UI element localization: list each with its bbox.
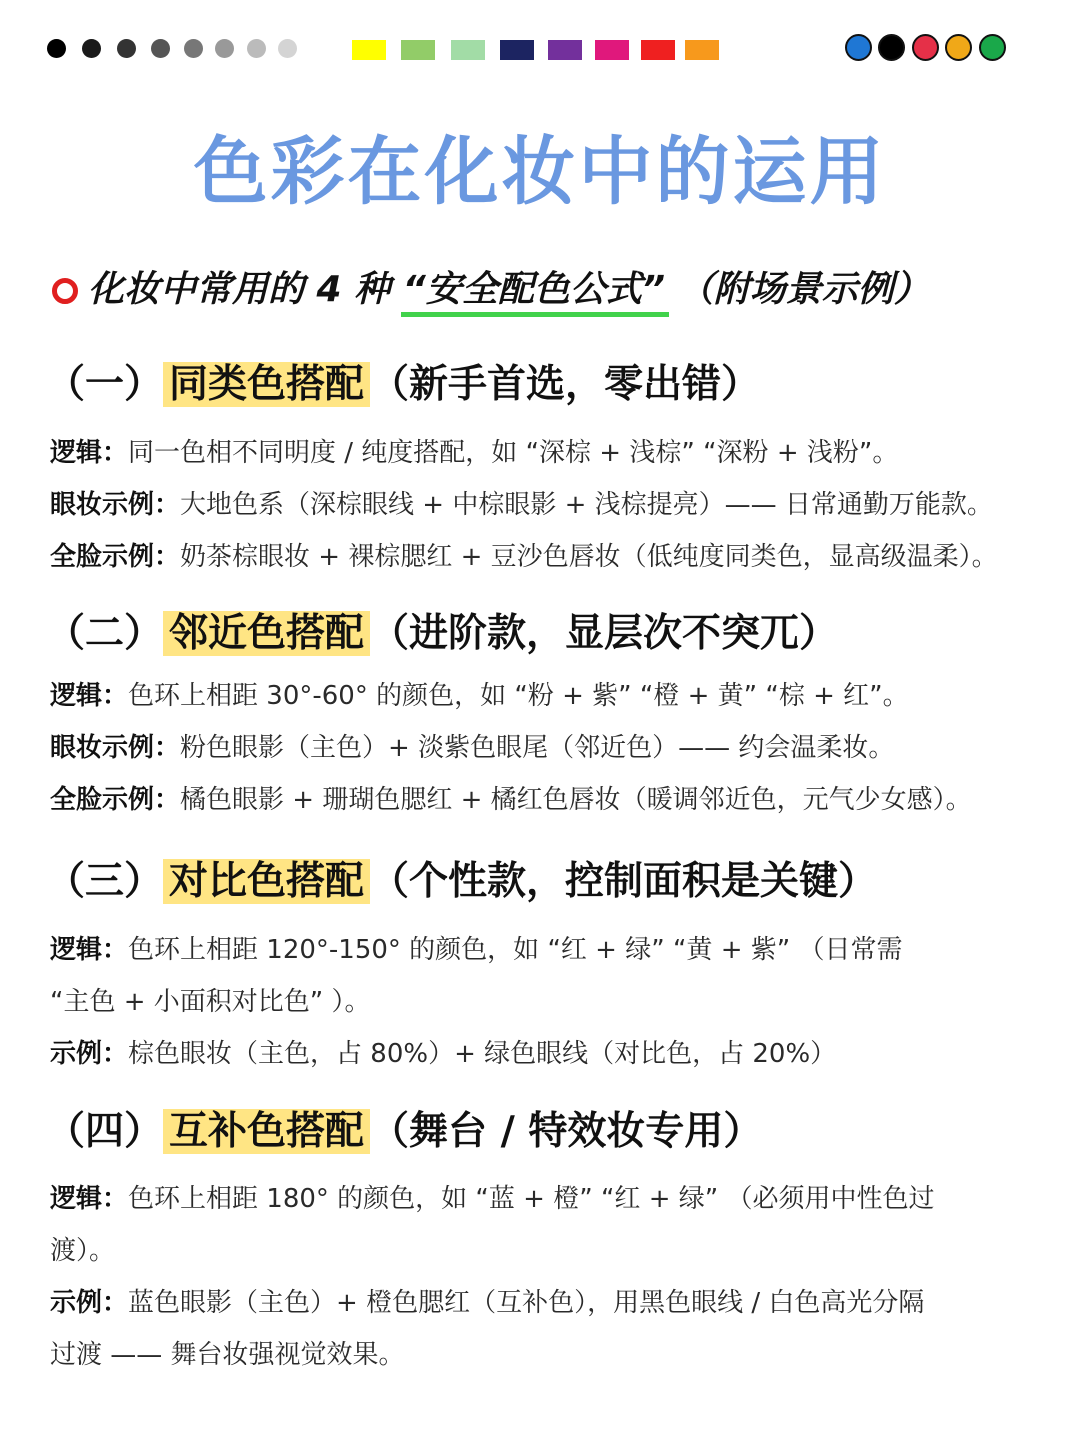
line-label: 眼妆示例： [50, 490, 181, 520]
section-line [50, 728, 894, 768]
line-label: 逻辑： [50, 681, 129, 711]
color-swatch [352, 40, 386, 60]
line-label: 示例： [50, 1039, 129, 1069]
section-number: （二） [46, 611, 164, 656]
gray-dot [151, 39, 170, 58]
line-text: 同一色相不同明度 / 纯度搭配，如 “深棕 + 浅棕” “深粉 + 浅粉”。 [128, 438, 899, 468]
section-number: （一） [46, 362, 164, 407]
section-heading-1 [46, 356, 760, 414]
section-heading-3 [46, 853, 877, 911]
subtitle-prefix: 化妆中常用的 4 种 [88, 269, 391, 310]
line-text: 色环上相距 180° 的颜色，如 “蓝 + 橙” “红 + 绿” （必须用中性色过 [128, 1184, 935, 1214]
line-text: 色环上相距 30°-60° 的颜色，如 “粉 + 紫” “橙 + 黄” “棕 + 红”。 [128, 681, 909, 711]
section-number: （四） [46, 1109, 164, 1154]
section-heading-4 [46, 1103, 762, 1161]
section-note: （新手首选，零出错） [370, 362, 761, 407]
line-text: 粉色眼影（主色）+ 淡紫色眼尾（邻近色）—— 约会温柔妆。 [180, 733, 895, 763]
color-circle [945, 34, 972, 61]
section-name: 互补色搭配 [163, 1109, 370, 1154]
line-text: 色环上相距 120°-150° 的颜色，如 “红 + 绿” “黄 + 紫” （日常需 [128, 935, 903, 965]
subtitle-formula: “安全配色公式” [403, 262, 665, 318]
line-text: 过渡 —— 舞台妆强视觉效果。 [50, 1340, 405, 1370]
section-name: 对比色搭配 [163, 859, 370, 904]
section-line [50, 1283, 924, 1323]
color-circle [979, 34, 1006, 61]
section-line [50, 930, 902, 970]
section-line [50, 1034, 836, 1074]
color-swatch [685, 40, 719, 60]
section-line [50, 485, 993, 525]
gray-dot [82, 39, 101, 58]
color-circle [878, 34, 905, 61]
gray-dot [184, 39, 203, 58]
section-note: （舞台 / 特效妆专用） [370, 1109, 763, 1154]
section-line [50, 676, 909, 716]
section-line [50, 982, 371, 1022]
line-label: 全脸示例： [50, 785, 181, 815]
section-note: （进阶款，显层次不突兀） [370, 611, 839, 656]
section-line [50, 780, 972, 820]
color-circle [845, 34, 872, 61]
gray-dot [47, 39, 66, 58]
section-line [50, 433, 898, 473]
color-swatch [401, 40, 435, 60]
gray-dot [215, 39, 234, 58]
subtitle-suffix: （附场景示例） [677, 269, 930, 310]
line-text: “主色 + 小面积对比色” ）。 [50, 987, 371, 1017]
section-line [50, 1335, 405, 1375]
section-name: 同类色搭配 [163, 362, 370, 407]
line-text: 渡）。 [50, 1236, 116, 1266]
line-text: 蓝色眼影（主色）+ 橙色腮红（互补色），用黑色眼线 / 白色高光分隔 [128, 1288, 925, 1318]
color-swatch [641, 40, 675, 60]
line-label: 全脸示例： [50, 542, 181, 572]
section-number: （三） [46, 859, 164, 904]
line-text: 橘色眼影 + 珊瑚色腮红 + 橘红色唇妆（暖调邻近色，元气少女感）。 [180, 785, 972, 815]
color-swatch [595, 40, 629, 60]
section-note: （个性款，控制面积是关键） [370, 859, 878, 904]
red-circle-icon [52, 278, 78, 304]
line-text: 大地色系（深棕眼线 + 中棕眼影 + 浅棕提亮）—— 日常通勤万能款。 [180, 490, 993, 520]
color-swatch [451, 40, 485, 60]
line-text: 奶茶棕眼妆 + 裸棕腮红 + 豆沙色唇妆（低纯度同类色，显高级温柔）。 [180, 542, 998, 572]
section-line [50, 1179, 934, 1219]
line-text: 棕色眼妆（主色，占 80%）+ 绿色眼线（对比色，占 20%） [128, 1039, 837, 1069]
color-swatch [500, 40, 534, 60]
subtitle [52, 262, 930, 318]
color-swatch [548, 40, 582, 60]
line-label: 眼妆示例： [50, 733, 181, 763]
line-label: 示例： [50, 1288, 129, 1318]
section-line [50, 1231, 115, 1271]
page-title: 色彩在化妆中的运用 [193, 129, 887, 215]
gray-dot [247, 39, 266, 58]
line-label: 逻辑： [50, 438, 129, 468]
section-name: 邻近色搭配 [163, 611, 370, 656]
section-heading-2 [46, 605, 838, 663]
section-line [50, 537, 998, 577]
gray-dot [278, 39, 297, 58]
gray-dot [117, 39, 136, 58]
line-label: 逻辑： [50, 1184, 129, 1214]
line-label: 逻辑： [50, 935, 129, 965]
color-palette-strip [0, 34, 1080, 64]
color-circle [912, 34, 939, 61]
